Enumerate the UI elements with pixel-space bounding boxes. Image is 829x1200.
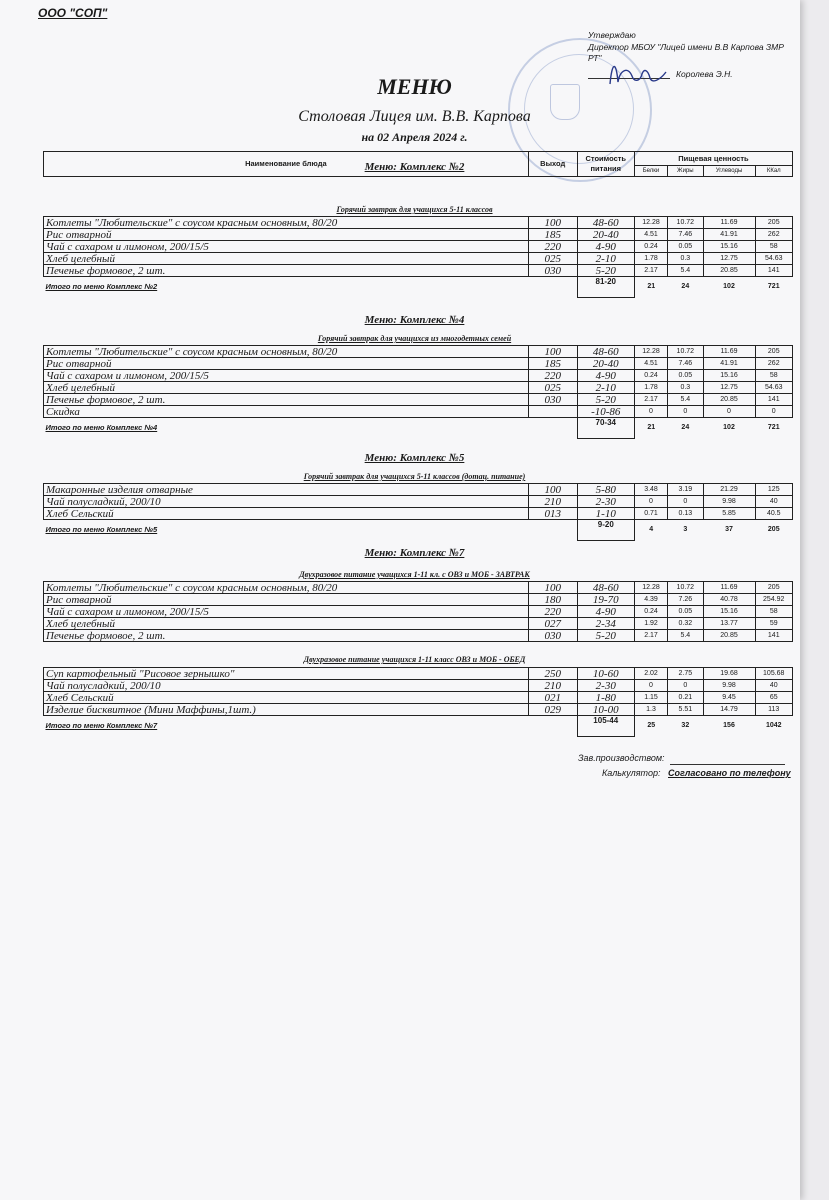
fat-value: 0 bbox=[668, 680, 703, 692]
protein-value: 4.39 bbox=[634, 594, 667, 606]
kcal-value: 262 bbox=[755, 229, 793, 241]
approve-line-1: Утверждаю bbox=[588, 30, 636, 40]
dish-name: Рис отварной bbox=[44, 229, 529, 241]
carbs-value: 12.75 bbox=[703, 253, 755, 265]
fat-value: 5.4 bbox=[668, 630, 703, 642]
total-kcal: 205 bbox=[767, 526, 780, 534]
col-nutrition-header: Пищевая ценность bbox=[634, 152, 792, 166]
kcal-value: 141 bbox=[755, 394, 793, 406]
section-title: Меню: Комплекс №7 bbox=[364, 547, 465, 559]
table-row bbox=[44, 358, 793, 370]
dish-output: 030 bbox=[528, 265, 577, 277]
dish-name: Печенье формовое, 2 шт. bbox=[44, 394, 529, 406]
carbs-value: 21.29 bbox=[703, 484, 755, 496]
fat-value: 5.4 bbox=[668, 265, 703, 277]
fat-value: 2.75 bbox=[668, 668, 703, 680]
protein-value: 0.71 bbox=[634, 508, 667, 520]
dish-cost: 48-60 bbox=[577, 346, 634, 358]
total-label: Итого по меню Комплекс №4 bbox=[45, 423, 158, 433]
carbs-value: 15.16 bbox=[703, 241, 755, 253]
table-row bbox=[44, 496, 793, 508]
calc-label: Калькулятор: bbox=[602, 768, 661, 778]
dish-name: Котлеты "Любительские" с соусом красным основным, 80/20 bbox=[44, 582, 529, 594]
dish-name: Чай с сахаром и лимоном, 200/15/5 bbox=[44, 606, 529, 618]
total-row bbox=[44, 418, 793, 439]
kcal-value: 254.92 bbox=[755, 594, 793, 606]
total-cost: 81-20 bbox=[577, 277, 634, 298]
dish-cost: 2-30 bbox=[577, 680, 634, 692]
dish-cost: 10-60 bbox=[577, 668, 634, 680]
dish-cost: 5-20 bbox=[577, 630, 634, 642]
fat-value: 7.46 bbox=[668, 358, 703, 370]
dish-name: Хлеб целебный bbox=[44, 618, 529, 630]
protein-value: 1.78 bbox=[634, 253, 667, 265]
carbs-value: 14.79 bbox=[703, 704, 755, 716]
fat-value: 0.05 bbox=[668, 241, 703, 253]
dish-cost: 4-90 bbox=[577, 370, 634, 382]
dish-output: 220 bbox=[528, 606, 577, 618]
dish-name: Скидка bbox=[44, 406, 529, 418]
fat-value: 5.4 bbox=[668, 394, 703, 406]
table-row bbox=[44, 618, 793, 630]
dish-name: Котлеты "Любительские" с соусом красным основным, 80/20 bbox=[44, 346, 529, 358]
kcal-value: 65 bbox=[755, 692, 793, 704]
dish-output: 210 bbox=[528, 680, 577, 692]
kcal-value: 58 bbox=[755, 241, 793, 253]
carbs-value: 19.68 bbox=[703, 668, 755, 680]
dish-cost: 20-40 bbox=[577, 358, 634, 370]
protein-value: 4.51 bbox=[634, 229, 667, 241]
dish-cost: 1-80 bbox=[577, 692, 634, 704]
zav-label: Зав.производством: bbox=[578, 753, 665, 763]
table-row bbox=[44, 217, 793, 229]
table-row bbox=[44, 253, 793, 265]
menu-table bbox=[43, 216, 793, 298]
protein-value: 12.28 bbox=[634, 346, 667, 358]
kcal-value: 113 bbox=[755, 704, 793, 716]
dish-cost: 1-10 bbox=[577, 508, 634, 520]
total-spacer bbox=[528, 520, 577, 541]
fat-value: 5.51 bbox=[668, 704, 703, 716]
col-output-header: Выход bbox=[528, 152, 577, 177]
dish-output: 185 bbox=[528, 229, 577, 241]
carbs-value: 15.16 bbox=[703, 606, 755, 618]
kcal-value: 54.63 bbox=[755, 382, 793, 394]
dish-name: Хлеб Сельский bbox=[44, 508, 529, 520]
total-kcal: 721 bbox=[767, 424, 780, 432]
total-fat: 24 bbox=[681, 283, 690, 291]
kcal-value: 0 bbox=[755, 406, 793, 418]
kcal-value: 125 bbox=[755, 484, 793, 496]
dish-cost: 2-34 bbox=[577, 618, 634, 630]
carbs-value: 20.85 bbox=[703, 265, 755, 277]
dish-name: Изделие бисквитное (Мини Маффины,1шт.) bbox=[44, 704, 529, 716]
dish-cost: 48-60 bbox=[577, 217, 634, 229]
dish-name: Чай с сахаром и лимоном, 200/15/5 bbox=[44, 370, 529, 382]
group-subtitle: Двухразовое питание учащихся 1-11 кл. с ОВЗ и МОБ - ЗАВТРАК bbox=[299, 570, 530, 579]
dish-name: Макаронные изделия отварные bbox=[44, 484, 529, 496]
col-kcal-header: ККал bbox=[755, 166, 793, 177]
total-protein: 4 bbox=[649, 526, 654, 534]
dish-name: Чай полусладкий, 200/10 bbox=[44, 496, 529, 508]
kcal-value: 141 bbox=[755, 265, 793, 277]
dish-output: 100 bbox=[528, 582, 577, 594]
total-protein: 21 bbox=[647, 424, 656, 432]
dish-cost: 5-80 bbox=[577, 484, 634, 496]
carbs-value: 20.85 bbox=[703, 394, 755, 406]
col-cost-header: Стоимость питания bbox=[577, 152, 634, 177]
section-title: Меню: Комплекс №2 bbox=[364, 161, 465, 173]
kcal-value: 58 bbox=[755, 606, 793, 618]
table-row bbox=[44, 508, 793, 520]
dish-output bbox=[528, 406, 577, 418]
protein-value: 0.24 bbox=[634, 606, 667, 618]
fat-value: 0.05 bbox=[668, 370, 703, 382]
carbs-value: 9.45 bbox=[703, 692, 755, 704]
dish-cost: 4-90 bbox=[577, 241, 634, 253]
fat-value: 10.72 bbox=[668, 582, 703, 594]
dish-output: 100 bbox=[528, 217, 577, 229]
dish-cost: 5-20 bbox=[577, 394, 634, 406]
total-fat: 3 bbox=[683, 526, 688, 534]
protein-value: 0.24 bbox=[634, 370, 667, 382]
kcal-value: 59 bbox=[755, 618, 793, 630]
dish-output: 210 bbox=[528, 496, 577, 508]
kcal-value: 205 bbox=[755, 346, 793, 358]
dish-name: Хлеб Сельский bbox=[44, 692, 529, 704]
zav-signature-line bbox=[670, 764, 785, 765]
protein-value: 2.02 bbox=[634, 668, 667, 680]
dish-name: Котлеты "Любительские" с соусом красным основным, 80/20 bbox=[44, 217, 529, 229]
fat-value: 0 bbox=[668, 406, 703, 418]
protein-value: 1.78 bbox=[634, 382, 667, 394]
menu-table bbox=[43, 345, 793, 439]
dish-output: 220 bbox=[528, 241, 577, 253]
total-spacer bbox=[528, 277, 577, 298]
total-fat: 32 bbox=[681, 722, 690, 730]
dish-output: 180 bbox=[528, 594, 577, 606]
table-row bbox=[44, 594, 793, 606]
calc-value: Согласовано по телефону bbox=[668, 768, 791, 778]
section-title: Меню: Комплекс №4 bbox=[364, 314, 465, 326]
dish-output: 013 bbox=[528, 508, 577, 520]
table-row bbox=[44, 406, 793, 418]
dish-cost: 2-10 bbox=[577, 382, 634, 394]
carbs-value: 11.69 bbox=[703, 346, 755, 358]
dish-cost: 2-30 bbox=[577, 496, 634, 508]
col-fat-header: Жиры bbox=[668, 166, 703, 177]
dish-name: Чай полусладкий, 200/10 bbox=[44, 680, 529, 692]
table-row bbox=[44, 382, 793, 394]
col-carbs-header: Углеводы bbox=[703, 166, 755, 177]
protein-value: 2.17 bbox=[634, 394, 667, 406]
total-label: Итого по меню Комплекс №5 bbox=[45, 525, 158, 535]
menu-table bbox=[43, 483, 793, 541]
dish-cost: 5-20 bbox=[577, 265, 634, 277]
dish-cost: -10-86 bbox=[577, 406, 634, 418]
table-row bbox=[44, 680, 793, 692]
total-spacer bbox=[528, 716, 577, 737]
total-label: Итого по меню Комплекс №2 bbox=[45, 282, 158, 292]
dish-output: 220 bbox=[528, 370, 577, 382]
table-row bbox=[44, 606, 793, 618]
protein-value: 0 bbox=[634, 496, 667, 508]
protein-value: 4.51 bbox=[634, 358, 667, 370]
col-name-header: Наименование блюда bbox=[44, 152, 529, 177]
carbs-value: 11.69 bbox=[703, 217, 755, 229]
total-protein: 25 bbox=[647, 722, 656, 730]
dish-output: 025 bbox=[528, 253, 577, 265]
approve-line-3: РТ" bbox=[588, 53, 602, 63]
protein-value: 12.28 bbox=[634, 217, 667, 229]
table-row bbox=[44, 704, 793, 716]
protein-value: 0.24 bbox=[634, 241, 667, 253]
carbs-value: 20.85 bbox=[703, 630, 755, 642]
total-cost: 70-34 bbox=[577, 418, 634, 439]
fat-value: 3.19 bbox=[668, 484, 703, 496]
carbs-value: 11.69 bbox=[703, 582, 755, 594]
total-fat: 24 bbox=[681, 424, 690, 432]
director-name: Королева Э.Н. bbox=[676, 69, 733, 79]
carbs-value: 9.98 bbox=[703, 496, 755, 508]
menu-date: на 02 Апреля 2024 г. bbox=[361, 130, 468, 144]
protein-value: 3.48 bbox=[634, 484, 667, 496]
total-carbs: 102 bbox=[723, 424, 735, 432]
dish-cost: 19-70 bbox=[577, 594, 634, 606]
dish-output: 100 bbox=[528, 484, 577, 496]
dish-output: 185 bbox=[528, 358, 577, 370]
carbs-value: 9.98 bbox=[703, 680, 755, 692]
table-row bbox=[44, 630, 793, 642]
kcal-value: 105.68 bbox=[755, 668, 793, 680]
table-row bbox=[44, 265, 793, 277]
dish-name: Чай с сахаром и лимоном, 200/15/5 bbox=[44, 241, 529, 253]
table-row bbox=[44, 484, 793, 496]
dish-output: 030 bbox=[528, 394, 577, 406]
fat-value: 0.3 bbox=[668, 253, 703, 265]
protein-value: 1.3 bbox=[634, 704, 667, 716]
kcal-value: 205 bbox=[755, 217, 793, 229]
dish-name: Рис отварной bbox=[44, 358, 529, 370]
group-subtitle: Горячий завтрак для учащихся 5-11 классов (дотац. питание) bbox=[303, 472, 526, 481]
dish-output: 029 bbox=[528, 704, 577, 716]
dish-output: 025 bbox=[528, 382, 577, 394]
total-spacer bbox=[528, 418, 577, 439]
group-subtitle: Горячий завтрак для учащихся из многодетных семей bbox=[317, 334, 512, 343]
menu-title: МЕНЮ bbox=[377, 74, 452, 99]
kcal-value: 40 bbox=[755, 680, 793, 692]
total-cost: 9-20 bbox=[577, 520, 634, 541]
fat-value: 0 bbox=[668, 496, 703, 508]
protein-value: 2.17 bbox=[634, 265, 667, 277]
fat-value: 0.3 bbox=[668, 382, 703, 394]
total-label: Итого по меню Комплекс №7 bbox=[45, 721, 158, 731]
menu-table bbox=[43, 667, 793, 737]
fat-value: 10.72 bbox=[668, 346, 703, 358]
protein-value: 0 bbox=[634, 406, 667, 418]
carbs-value: 12.75 bbox=[703, 382, 755, 394]
protein-value: 1.15 bbox=[634, 692, 667, 704]
kcal-value: 40.5 bbox=[755, 508, 793, 520]
dish-name: Суп картофельный "Рисовое зернышко" bbox=[44, 668, 529, 680]
kcal-value: 40 bbox=[755, 496, 793, 508]
col-protein-header: Белки bbox=[634, 166, 667, 177]
carbs-value: 5.85 bbox=[703, 508, 755, 520]
fat-value: 0.21 bbox=[668, 692, 703, 704]
dish-name: Рис отварной bbox=[44, 594, 529, 606]
dish-output: 250 bbox=[528, 668, 577, 680]
total-carbs: 102 bbox=[723, 283, 735, 291]
kcal-value: 141 bbox=[755, 630, 793, 642]
dish-output: 030 bbox=[528, 630, 577, 642]
total-cost: 105-44 bbox=[577, 716, 634, 737]
fat-value: 0.32 bbox=[668, 618, 703, 630]
table-row bbox=[44, 582, 793, 594]
dish-cost: 20-40 bbox=[577, 229, 634, 241]
kcal-value: 205 bbox=[755, 582, 793, 594]
kcal-value: 58 bbox=[755, 370, 793, 382]
canteen-name: Столовая Лицея им. В.В. Карпова bbox=[298, 108, 531, 125]
dish-cost: 48-60 bbox=[577, 582, 634, 594]
fat-value: 7.26 bbox=[668, 594, 703, 606]
menu-table bbox=[43, 581, 793, 642]
carbs-value: 15.16 bbox=[703, 370, 755, 382]
protein-value: 2.17 bbox=[634, 630, 667, 642]
fat-value: 0.13 bbox=[668, 508, 703, 520]
dish-name: Хлеб целебный bbox=[44, 253, 529, 265]
total-row bbox=[44, 716, 793, 737]
table-row bbox=[44, 346, 793, 358]
fat-value: 0.05 bbox=[668, 606, 703, 618]
group-subtitle: Горячий завтрак для учащихся 5-11 классов bbox=[336, 205, 493, 214]
carbs-value: 0 bbox=[703, 406, 755, 418]
total-protein: 21 bbox=[647, 283, 656, 291]
total-kcal: 721 bbox=[767, 283, 780, 291]
table-row bbox=[44, 370, 793, 382]
total-carbs: 156 bbox=[723, 722, 735, 730]
dish-output: 100 bbox=[528, 346, 577, 358]
fat-value: 10.72 bbox=[668, 217, 703, 229]
table-row bbox=[44, 241, 793, 253]
carbs-value: 41.91 bbox=[703, 229, 755, 241]
dish-cost: 10-00 bbox=[577, 704, 634, 716]
table-row bbox=[44, 692, 793, 704]
kcal-value: 262 bbox=[755, 358, 793, 370]
table-row bbox=[44, 394, 793, 406]
protein-value: 12.28 bbox=[634, 582, 667, 594]
table-row bbox=[44, 668, 793, 680]
carbs-value: 41.91 bbox=[703, 358, 755, 370]
dish-name: Печенье формовое, 2 шт. bbox=[44, 265, 529, 277]
total-row bbox=[44, 520, 793, 541]
table-row bbox=[44, 229, 793, 241]
protein-value: 1.92 bbox=[634, 618, 667, 630]
dish-output: 027 bbox=[528, 618, 577, 630]
total-carbs: 37 bbox=[725, 526, 733, 534]
dish-name: Хлеб целебный bbox=[44, 382, 529, 394]
carbs-value: 13.77 bbox=[703, 618, 755, 630]
dish-output: 021 bbox=[528, 692, 577, 704]
fat-value: 7.46 bbox=[668, 229, 703, 241]
dish-cost: 2-10 bbox=[577, 253, 634, 265]
total-kcal: 1042 bbox=[765, 722, 782, 730]
protein-value: 0 bbox=[634, 680, 667, 692]
dish-name: Печенье формовое, 2 шт. bbox=[44, 630, 529, 642]
org-name: ООО "СОП" bbox=[38, 6, 108, 20]
dish-cost: 4-90 bbox=[577, 606, 634, 618]
carbs-value: 40.78 bbox=[703, 594, 755, 606]
section-title: Меню: Комплекс №5 bbox=[364, 452, 465, 464]
approve-line-2: Директор МБОУ "Лицей имени В.В Карпова ЗМР bbox=[588, 42, 784, 52]
total-row bbox=[44, 277, 793, 298]
kcal-value: 54.63 bbox=[755, 253, 793, 265]
group-subtitle: Двухразовое питание учащихся 1-11 класс ОВЗ и МОБ - ОБЕД bbox=[303, 655, 526, 664]
